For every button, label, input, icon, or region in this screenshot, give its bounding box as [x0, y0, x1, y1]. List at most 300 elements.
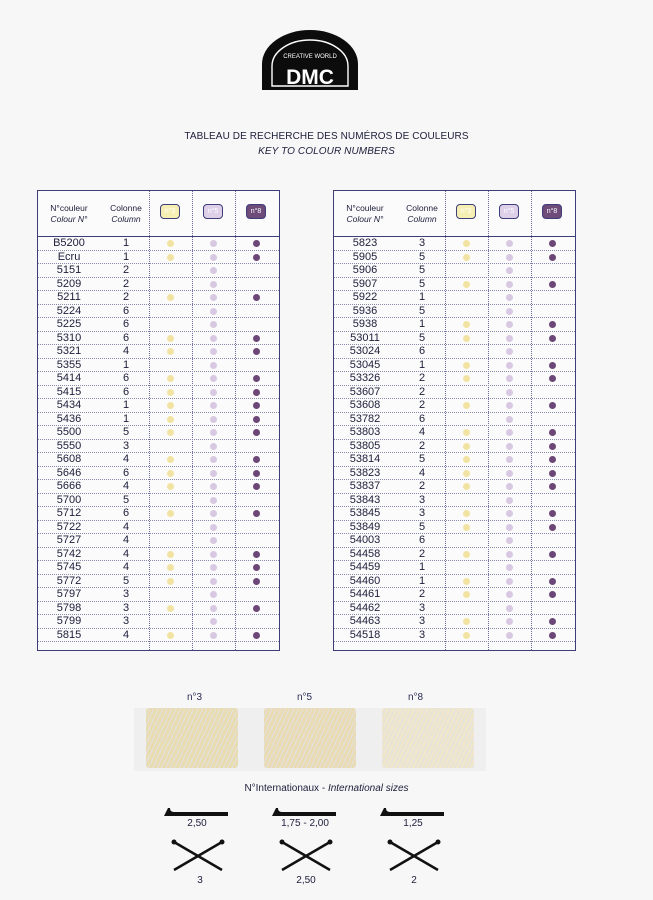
- column-number: 5: [122, 493, 130, 506]
- table-row: [38, 575, 279, 589]
- column-number: 3: [418, 628, 426, 641]
- availability-dot-n5: [506, 456, 513, 463]
- availability-dot-n8: [549, 470, 556, 477]
- availability-dot-n5: [506, 429, 513, 436]
- colour-number: 5938: [352, 318, 378, 330]
- table-header: [334, 191, 575, 237]
- table-row: [38, 507, 279, 521]
- availability-dot-n3: [463, 240, 470, 247]
- colour-number: 54460: [349, 574, 381, 587]
- column-number: 4: [122, 534, 130, 546]
- colour-number-header-fr: N°couleur: [50, 203, 88, 213]
- availability-dot-n3: [463, 456, 470, 463]
- crochet-hook-icon: [378, 803, 448, 819]
- colour-number: 5798: [56, 601, 82, 614]
- availability-dot-n5: [210, 456, 217, 463]
- availability-dot-n5: [210, 443, 217, 450]
- availability-dot-n8: [253, 335, 260, 342]
- colour-number: 54462: [349, 601, 381, 614]
- column-number: 3: [418, 601, 426, 614]
- column-number: 1: [122, 237, 130, 249]
- colour-number: 5815: [56, 628, 82, 641]
- availability-dot-n5: [506, 483, 513, 490]
- column-number: 6: [122, 372, 130, 384]
- column-header-fr: Colonne: [406, 203, 438, 213]
- availability-dot-n5: [506, 362, 513, 369]
- availability-dot-n3: [167, 632, 174, 639]
- colour-number: 5414: [56, 372, 82, 384]
- colour-number: 53782: [349, 412, 381, 425]
- column-number: 1: [418, 561, 426, 573]
- availability-dot-n5: [506, 551, 513, 558]
- availability-dot-n5: [506, 267, 513, 274]
- column-number: 2: [418, 385, 426, 398]
- availability-dot-n8: [253, 456, 260, 463]
- colour-number: 54458: [349, 547, 381, 560]
- colour-number: 5224: [56, 304, 82, 317]
- table-body: [334, 237, 575, 642]
- colour-number: 53849: [349, 520, 381, 533]
- table-row: [334, 345, 575, 359]
- availability-dot-n5: [506, 402, 513, 409]
- table-row: [38, 440, 279, 454]
- hook-size: 1,75 - 2,00: [281, 818, 329, 829]
- table-body: [38, 237, 279, 642]
- availability-dot-n3: [463, 281, 470, 288]
- availability-dot-n5: [210, 335, 217, 342]
- availability-dot-n5: [506, 537, 513, 544]
- availability-dot-n3: [463, 591, 470, 598]
- column-number: 4: [122, 480, 130, 492]
- column-number: 1: [122, 412, 130, 425]
- column-number: 1: [122, 358, 130, 371]
- thread-sample-3: [146, 708, 238, 768]
- table-row: [334, 507, 575, 521]
- logo-tagline: CREATIVE WORLD: [283, 54, 337, 60]
- table-row: [38, 251, 279, 265]
- table-row: [334, 359, 575, 373]
- availability-dot-n5: [210, 632, 217, 639]
- colour-number: 54518: [349, 628, 381, 641]
- availability-dot-n5: [210, 254, 217, 261]
- table-row: [334, 305, 575, 319]
- availability-dot-n5: [210, 483, 217, 490]
- column-number: 4: [122, 547, 130, 560]
- hook-size: 1,25: [403, 818, 423, 829]
- table-row: [38, 305, 279, 319]
- availability-dot-n5: [506, 497, 513, 504]
- column-number: 6: [122, 304, 130, 317]
- colour-number: 54003: [349, 534, 381, 546]
- table-row: [334, 534, 575, 548]
- colour-number-header: [38, 203, 100, 225]
- availability-dot-n3: [167, 375, 174, 382]
- colour-number: 5415: [56, 385, 82, 398]
- column-number: 1: [418, 574, 426, 587]
- colour-number: 53607: [349, 385, 381, 398]
- column-number: 6: [122, 507, 130, 519]
- colour-number: 53805: [349, 439, 381, 452]
- availability-dot-n3: [463, 321, 470, 328]
- thread-samples: [134, 708, 486, 771]
- availability-dot-n5: [506, 578, 513, 585]
- colour-number: 5666: [56, 480, 82, 492]
- column-number: 5: [418, 453, 426, 465]
- table-row: [334, 602, 575, 616]
- table-row: [334, 413, 575, 427]
- page-subtitle: KEY TO COLOUR NUMBERS: [258, 146, 395, 157]
- column-number: 2: [418, 480, 426, 492]
- availability-dot-n5: [506, 632, 513, 639]
- availability-dot-n8: [253, 389, 260, 396]
- availability-dot-n3: [463, 470, 470, 477]
- availability-dot-n8: [549, 375, 556, 382]
- colour-number: 5209: [56, 277, 82, 290]
- availability-dot-n3: [167, 510, 174, 517]
- table-row: [38, 602, 279, 616]
- colour-number: 53837: [349, 480, 381, 492]
- column-number: 3: [122, 615, 130, 627]
- column-number: 3: [418, 615, 426, 627]
- table-row: [334, 440, 575, 454]
- column-number: 5: [418, 331, 426, 344]
- availability-dot-n5: [506, 375, 513, 382]
- table-row: [38, 386, 279, 400]
- column-number: 6: [122, 466, 130, 479]
- column-header: [400, 203, 444, 225]
- availability-dot-n3: [463, 254, 470, 261]
- colour-number: 54459: [349, 561, 381, 573]
- availability-dot-n5: [210, 416, 217, 423]
- availability-dot-n5: [506, 389, 513, 396]
- availability-dot-n5: [506, 416, 513, 423]
- availability-dot-n5: [506, 348, 513, 355]
- size-8-icon: n°8: [542, 204, 562, 219]
- table-row: [38, 237, 279, 251]
- column-header-en: Column: [407, 214, 437, 224]
- availability-dot-n5: [506, 564, 513, 571]
- table-row: [38, 359, 279, 373]
- availability-dot-n3: [167, 402, 174, 409]
- colour-number-header-en: Colour N°: [346, 214, 384, 224]
- availability-dot-n5: [506, 281, 513, 288]
- column-number: 2: [418, 588, 426, 600]
- availability-dot-n3: [167, 294, 174, 301]
- availability-dot-n8: [549, 578, 556, 585]
- column-number: 2: [418, 547, 426, 560]
- international-sizes-prefix: N°Internationaux: [244, 783, 320, 794]
- availability-dot-n5: [506, 240, 513, 247]
- colour-number: 54463: [349, 615, 381, 627]
- column-number: 2: [418, 372, 426, 384]
- colour-number: 5550: [56, 439, 82, 452]
- size-5-icon: n°5: [499, 204, 519, 219]
- availability-dot-n8: [549, 335, 556, 342]
- colour-number: 5608: [56, 453, 82, 465]
- column-number: 2: [122, 264, 130, 276]
- colour-number: 53011: [350, 331, 380, 344]
- availability-dot-n5: [210, 240, 217, 247]
- colour-number: 5321: [56, 345, 82, 357]
- availability-dot-n8: [253, 551, 260, 558]
- table-row: [334, 332, 575, 346]
- table-header: [38, 191, 279, 237]
- column-number: 3: [418, 237, 426, 249]
- table-row: [334, 278, 575, 292]
- colour-number: 5310: [56, 331, 82, 344]
- availability-dot-n5: [210, 578, 217, 585]
- availability-dot-n3: [463, 375, 470, 382]
- table-row: [334, 467, 575, 481]
- international-sizes-separator: -: [319, 783, 328, 794]
- availability-dot-n5: [210, 267, 217, 274]
- table-row: [38, 534, 279, 548]
- table-row: [38, 629, 279, 643]
- table-row: [334, 372, 575, 386]
- availability-dot-n5: [506, 308, 513, 315]
- column-number: 4: [122, 453, 130, 465]
- availability-dot-n8: [549, 524, 556, 531]
- column-number: 4: [418, 466, 426, 479]
- availability-dot-n5: [210, 362, 217, 369]
- table-row: [38, 264, 279, 278]
- column-number: 1: [418, 318, 426, 330]
- availability-dot-n8: [549, 254, 556, 261]
- availability-dot-n5: [210, 321, 217, 328]
- colour-number: 53326: [349, 372, 381, 384]
- colour-number: B5200: [53, 237, 85, 249]
- colour-number: 5712: [56, 507, 82, 519]
- availability-dot-n5: [210, 281, 217, 288]
- colour-number: 53845: [349, 507, 381, 519]
- size-3-icon: n°3: [456, 204, 476, 219]
- table-row: [334, 548, 575, 562]
- colour-number: Ecru: [57, 250, 81, 263]
- table-row: [334, 426, 575, 440]
- dmc-logo: [258, 28, 362, 94]
- availability-dot-n8: [549, 281, 556, 288]
- availability-dot-n3: [463, 618, 470, 625]
- availability-dot-n3: [463, 510, 470, 517]
- table-row: [38, 521, 279, 535]
- knitting-needles-icon: [386, 838, 442, 874]
- table-row: [38, 561, 279, 575]
- availability-dot-n3: [463, 551, 470, 558]
- column-number: 6: [122, 331, 130, 344]
- availability-dot-n3: [167, 483, 174, 490]
- availability-dot-n8: [549, 321, 556, 328]
- colour-number: 53024: [349, 345, 381, 357]
- hook-size: 2,50: [187, 818, 207, 829]
- colour-number: 5646: [56, 466, 82, 479]
- availability-dot-n8: [253, 470, 260, 477]
- colour-number-header: [334, 203, 396, 225]
- availability-dot-n8: [253, 632, 260, 639]
- colour-number: 5500: [56, 426, 82, 438]
- international-sizes-label: International sizes: [327, 783, 409, 794]
- colour-number: 5745: [56, 561, 82, 573]
- column-header-en: Column: [111, 214, 141, 224]
- availability-dot-n3: [167, 551, 174, 558]
- crochet-hook-icon: [162, 803, 232, 819]
- table-row: [38, 345, 279, 359]
- needle-size: 2: [411, 875, 417, 886]
- availability-dot-n5: [210, 470, 217, 477]
- availability-dot-n8: [549, 510, 556, 517]
- colour-number: 5905: [352, 250, 378, 263]
- column-number: 2: [122, 291, 130, 303]
- table-row: [38, 318, 279, 332]
- table-row: [38, 615, 279, 629]
- international-sizes-heading: [0, 783, 653, 794]
- availability-dot-n3: [167, 335, 174, 342]
- column-header: [104, 203, 148, 225]
- availability-dot-n3: [167, 416, 174, 423]
- availability-dot-n5: [210, 497, 217, 504]
- availability-dot-n8: [549, 483, 556, 490]
- column-number: 4: [122, 561, 130, 573]
- availability-dot-n5: [210, 510, 217, 517]
- availability-dot-n8: [253, 240, 260, 247]
- availability-dot-n5: [210, 605, 217, 612]
- colour-number: 5742: [56, 547, 82, 560]
- table-row: [334, 264, 575, 278]
- thread-label-8: n°8: [408, 692, 424, 703]
- thread-sample-5: [264, 708, 356, 768]
- column-number: 5: [122, 574, 130, 587]
- column-number: 5: [122, 426, 130, 438]
- colour-number-header-en: Colour N°: [50, 214, 88, 224]
- column-number: 3: [122, 601, 130, 614]
- column-number: 6: [418, 534, 426, 546]
- availability-dot-n8: [549, 362, 556, 369]
- column-number: 6: [122, 318, 130, 330]
- availability-dot-n8: [549, 429, 556, 436]
- availability-dot-n8: [253, 348, 260, 355]
- colour-number: 53803: [349, 426, 381, 438]
- colour-number: 5355: [56, 358, 82, 371]
- availability-dot-n5: [506, 470, 513, 477]
- colour-number: 53814: [349, 453, 381, 465]
- availability-dot-n8: [549, 551, 556, 558]
- table-row: [38, 332, 279, 346]
- needle-size: 2,50: [296, 875, 316, 886]
- availability-dot-n8: [253, 294, 260, 301]
- table-row: [334, 251, 575, 265]
- availability-dot-n5: [210, 537, 217, 544]
- table-row: [38, 426, 279, 440]
- thread-label-5: n°5: [297, 692, 313, 703]
- availability-dot-n3: [463, 362, 470, 369]
- logo-brand: DMC: [286, 66, 334, 89]
- table-row: [38, 494, 279, 508]
- table-row: [334, 386, 575, 400]
- table-row: [38, 372, 279, 386]
- availability-dot-n5: [506, 335, 513, 342]
- table-row: [334, 453, 575, 467]
- availability-dot-n8: [549, 618, 556, 625]
- colour-number: 5700: [56, 493, 82, 506]
- colour-number: 53608: [349, 399, 381, 411]
- availability-dot-n5: [506, 321, 513, 328]
- availability-dot-n5: [506, 591, 513, 598]
- availability-dot-n5: [210, 524, 217, 531]
- availability-dot-n3: [167, 240, 174, 247]
- availability-dot-n8: [253, 402, 260, 409]
- table-row: [334, 561, 575, 575]
- table-row: [334, 291, 575, 305]
- colour-number: 5727: [56, 534, 82, 546]
- availability-dot-n8: [549, 240, 556, 247]
- column-number: 3: [418, 507, 426, 519]
- size-5-icon: n°5: [203, 204, 223, 219]
- colour-number: 5907: [352, 277, 378, 290]
- needle-size: 3: [197, 875, 203, 886]
- availability-dot-n5: [506, 294, 513, 301]
- table-row: [334, 521, 575, 535]
- column-number: 4: [418, 426, 426, 438]
- availability-dot-n3: [167, 605, 174, 612]
- column-number: 6: [418, 412, 426, 425]
- column-number: 3: [418, 493, 426, 506]
- availability-dot-n5: [210, 294, 217, 301]
- table-row: [334, 399, 575, 413]
- column-number: 5: [418, 277, 426, 290]
- availability-dot-n3: [463, 524, 470, 531]
- availability-dot-n5: [506, 524, 513, 531]
- availability-dot-n5: [210, 429, 217, 436]
- knitting-needles-icon: [170, 838, 226, 874]
- table-row: [38, 548, 279, 562]
- table-row: [334, 629, 575, 643]
- colour-number: 5823: [352, 237, 378, 249]
- colour-number: 53823: [349, 466, 381, 479]
- column-number: 1: [122, 399, 130, 411]
- table-row: [38, 588, 279, 602]
- column-header-fr: Colonne: [110, 203, 142, 213]
- thread-sample-8: [382, 708, 474, 768]
- availability-dot-n5: [210, 402, 217, 409]
- availability-dot-n5: [210, 618, 217, 625]
- colour-number: 53045: [349, 358, 381, 371]
- availability-dot-n8: [253, 510, 260, 517]
- availability-dot-n3: [167, 254, 174, 261]
- colour-number: 5151: [56, 264, 82, 276]
- availability-dot-n8: [253, 429, 260, 436]
- availability-dot-n3: [167, 456, 174, 463]
- table-row: [38, 399, 279, 413]
- availability-dot-n5: [210, 375, 217, 382]
- colour-number-header-fr: N°couleur: [346, 203, 384, 213]
- column-number: 1: [418, 291, 426, 303]
- table-row: [38, 467, 279, 481]
- availability-dot-n5: [210, 564, 217, 571]
- table-row: [334, 588, 575, 602]
- availability-dot-n8: [549, 591, 556, 598]
- availability-dot-n3: [167, 429, 174, 436]
- availability-dot-n5: [506, 618, 513, 625]
- size-8-icon: n°8: [246, 204, 266, 219]
- column-number: 1: [418, 358, 426, 371]
- colour-table-right: [333, 190, 576, 651]
- colour-number: 5936: [352, 304, 378, 317]
- column-number: 2: [418, 439, 426, 452]
- table-row: [334, 575, 575, 589]
- table-row: [38, 291, 279, 305]
- colour-number: 5799: [56, 615, 82, 627]
- crochet-hook-icon: [270, 803, 340, 819]
- table-row: [334, 494, 575, 508]
